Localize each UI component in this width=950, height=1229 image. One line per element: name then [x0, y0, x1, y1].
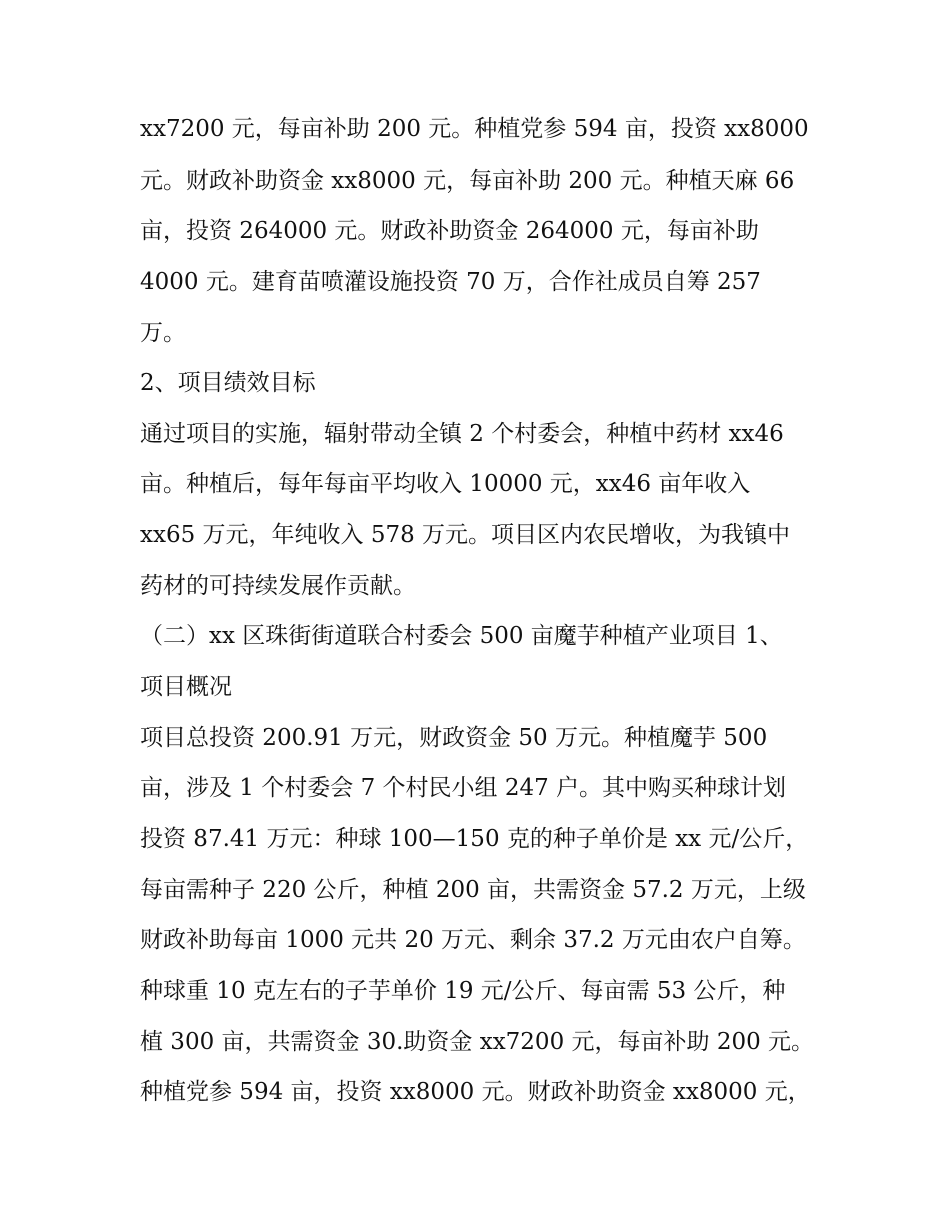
text-line: 元。财政补助资金 xx8000 元，每亩补助 200 元。种植天麻 66 — [140, 168, 795, 194]
text-line: 项目总投资 200.91 万元，财政资金 50 万元。种植魔芋 500 — [140, 725, 768, 751]
text-line: 种球重 10 克左右的子芋单价 19 元/公斤、每亩需 53 公斤，种 — [140, 978, 786, 1004]
text-line: 财政补助每亩 1000 元共 20 万元、剩余 37.2 万元由农户自筹。 — [140, 927, 806, 953]
text-line: 万。 — [140, 320, 186, 346]
text-line: 亩，涉及 1 个村委会 7 个村民小组 247 户。其中购买种球计划 — [140, 775, 787, 801]
text-line: xx65 万元，年纯收入 578 万元。项目区内农民增收，为我镇中 — [140, 522, 791, 548]
text-line: 投资 87.41 万元：种球 100—150 克的种子单价是 xx 元/公斤， — [140, 826, 809, 852]
text-line: 每亩需种子 220 公斤，种植 200 亩，共需资金 57.2 万元，上级 — [140, 877, 806, 903]
text-line: 亩，投资 264000 元。财政补助资金 264000 元，每亩补助 — [140, 218, 759, 244]
section-heading: （二）xx 区珠街街道联合村委会 500 亩魔芋种植产业项目 1、 — [140, 623, 783, 649]
text-line: 药材的可持续发展作贡献。 — [140, 573, 416, 599]
text-line: xx7200 元，每亩补助 200 元。种植党参 594 亩，投资 xx8000 — [140, 116, 809, 142]
text-line: 种植党参 594 亩，投资 xx8000 元。财政补助资金 xx8000 元， — [140, 1079, 811, 1105]
text-line: 亩。种植后，每年每亩平均收入 10000 元，xx46 亩年收入 — [140, 471, 751, 497]
text-line: 通过项目的实施，辐射带动全镇 2 个村委会，种植中药材 xx46 — [140, 421, 784, 447]
section-heading: 2、项目绩效目标 — [140, 370, 316, 396]
text-line: 4000 元。建育苗喷灌设施投资 70 万，合作社成员自筹 257 — [140, 269, 761, 295]
text-line: 植 300 亩，共需资金 30.助资金 xx7200 元，每亩补助 200 元。 — [140, 1029, 815, 1055]
section-heading: 项目概况 — [140, 674, 232, 700]
